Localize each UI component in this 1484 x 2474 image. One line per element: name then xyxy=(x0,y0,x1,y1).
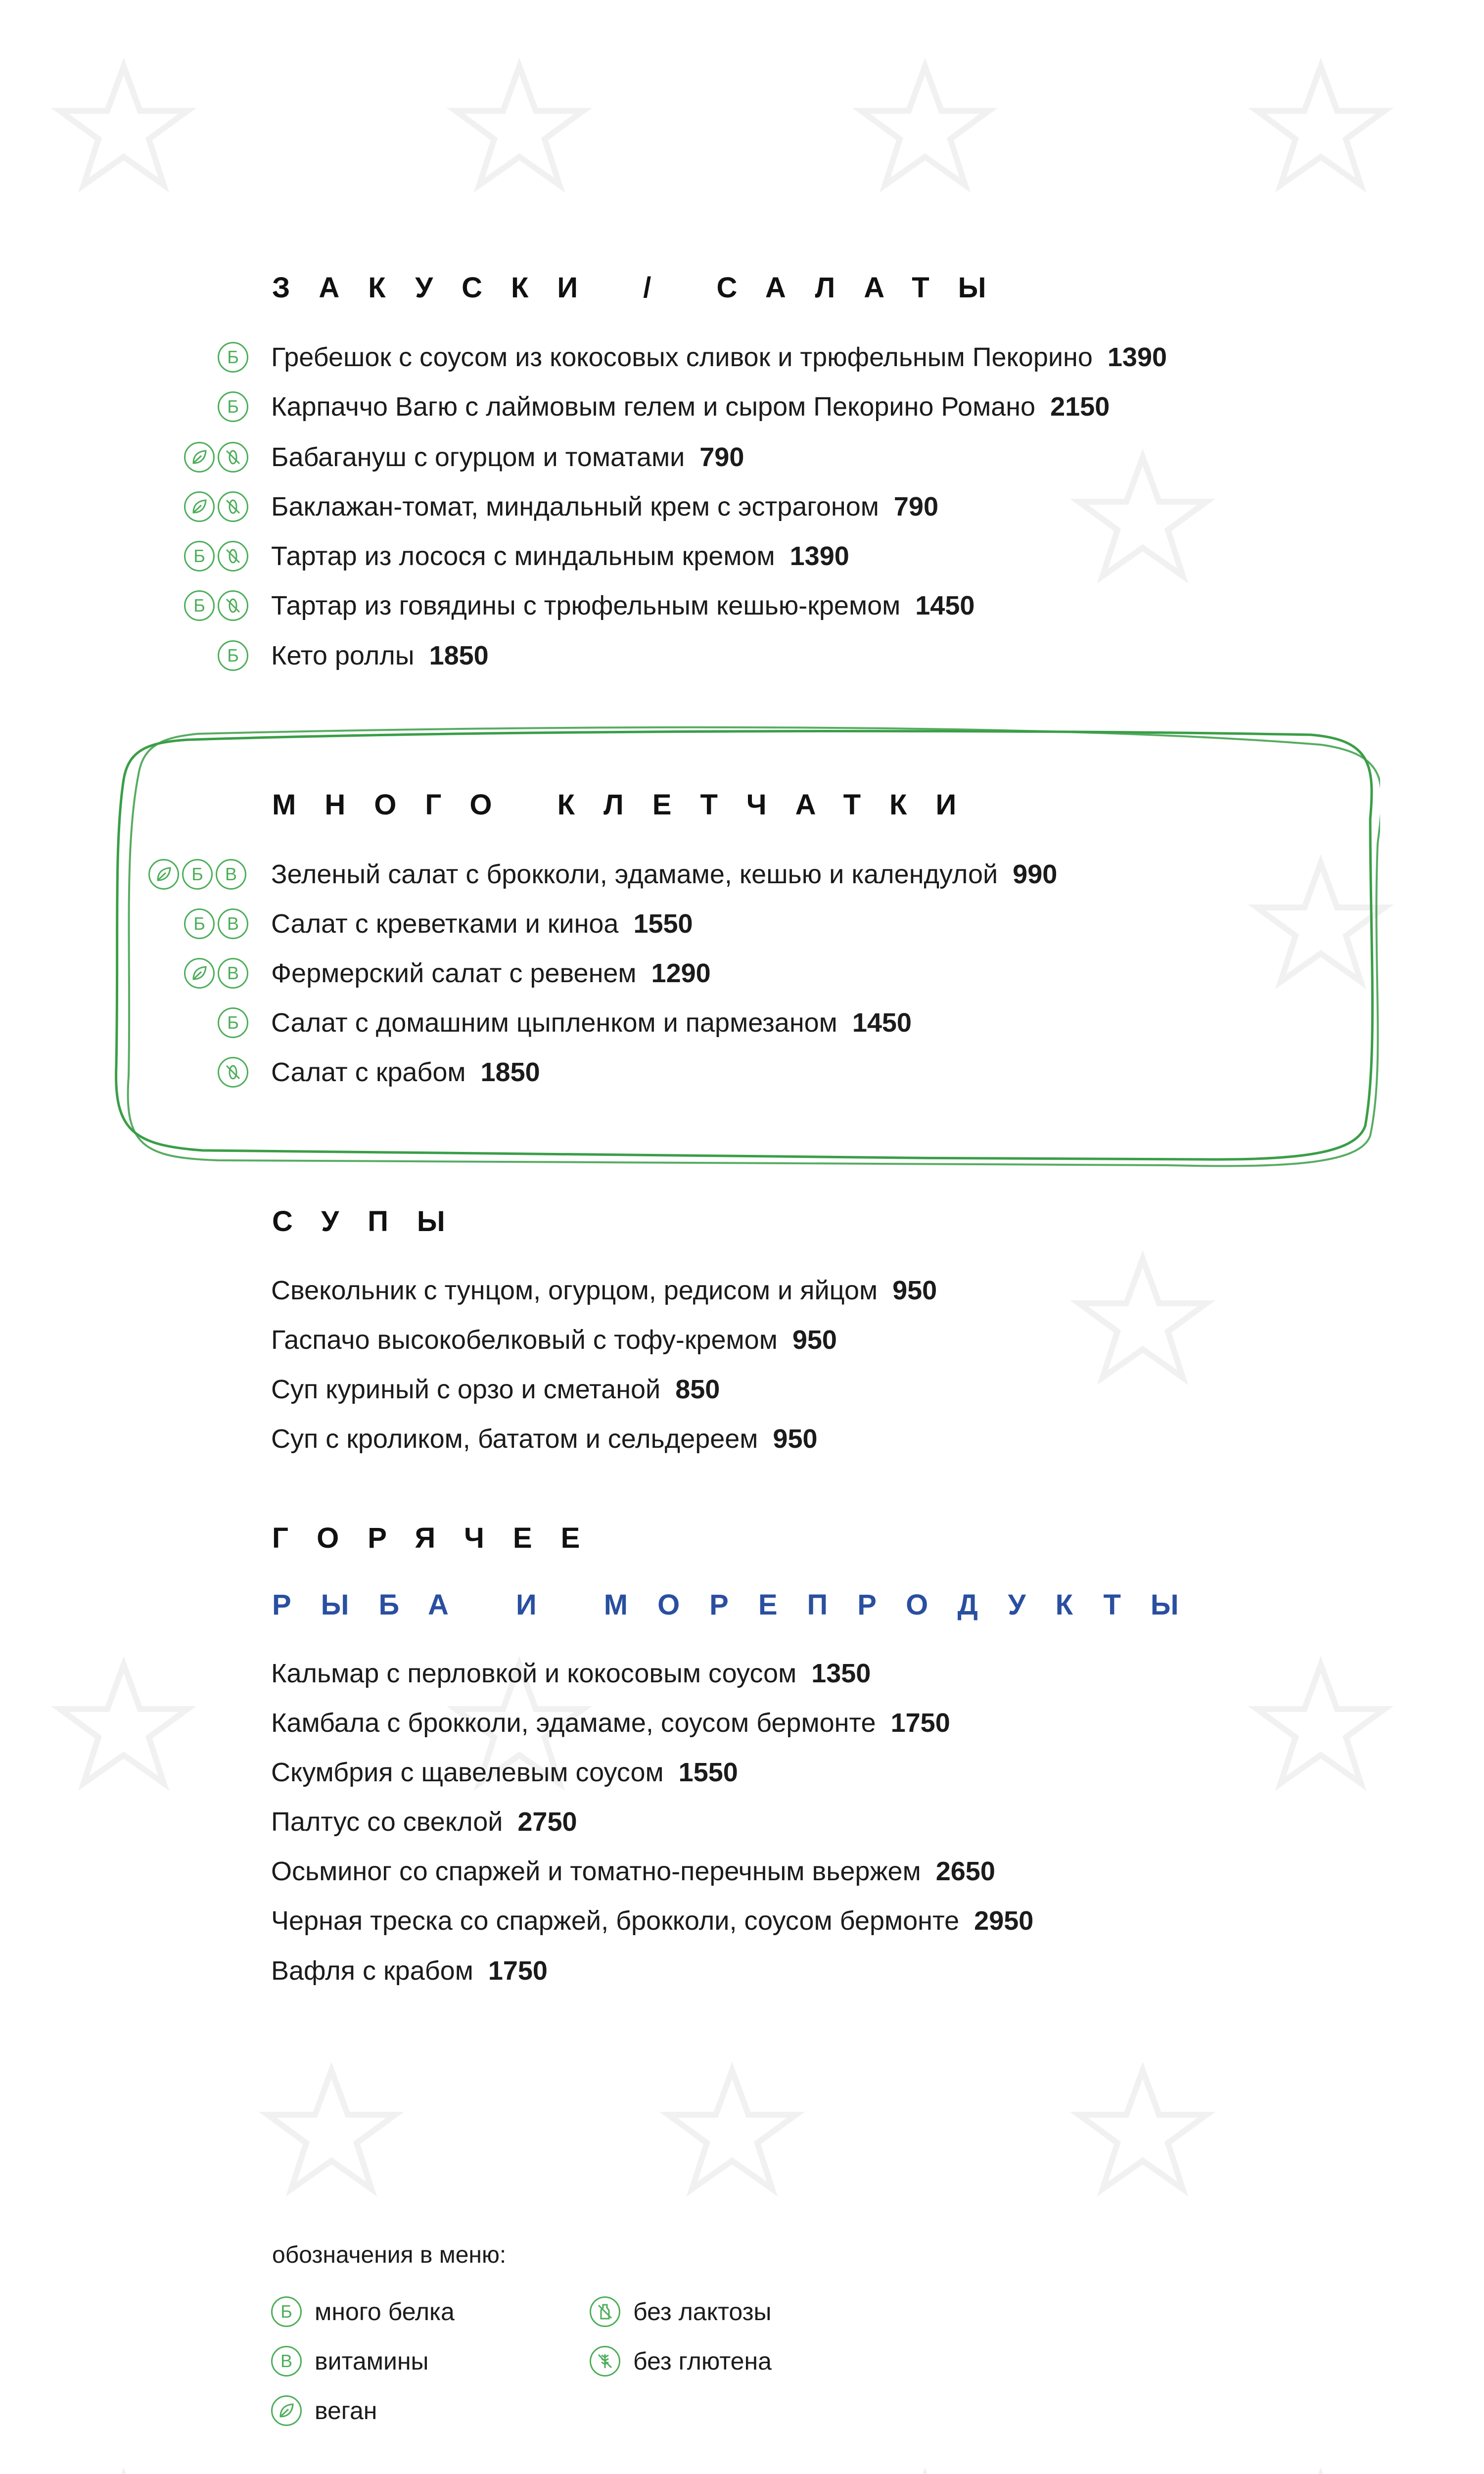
item-name: Баклажан-томат, миндальный крем с эстрагоном xyxy=(271,492,879,522)
leaf-icon xyxy=(184,491,215,522)
watermark-logo-icon xyxy=(49,1653,198,1801)
legend-title: обозначения в меню: xyxy=(272,2242,507,2268)
menu-item xyxy=(271,487,938,526)
menu-item xyxy=(271,1052,540,1092)
section-title-snacks: ЗАКУСКИ / САЛАТЫ xyxy=(272,272,1015,304)
diet-icons xyxy=(184,487,248,526)
item-name: Палтус со свеклой xyxy=(271,1807,503,1837)
legend-label: много белка xyxy=(315,2298,455,2326)
menu-item xyxy=(271,1271,937,1310)
item-price: 790 xyxy=(699,442,744,472)
crossed-wheat-icon xyxy=(218,491,248,522)
menu-item xyxy=(271,1802,577,1842)
diet-icons xyxy=(184,904,248,944)
item-price: 2950 xyxy=(974,1906,1034,1936)
item-name: Вафля с крабом xyxy=(271,1956,473,1986)
item-price: 2750 xyxy=(517,1807,577,1837)
item-price: 1450 xyxy=(852,1008,912,1038)
protein-icon: Б xyxy=(184,541,215,571)
watermark-logo-icon xyxy=(49,54,198,203)
item-price: 1850 xyxy=(480,1057,540,1087)
diet-icons xyxy=(218,387,248,427)
item-name: Фермерский салат с ревенем xyxy=(271,958,637,988)
legend-item-vitamins xyxy=(271,2341,429,2381)
item-price: 1350 xyxy=(811,1659,871,1688)
item-name: Свекольник с тунцом, огурцом, редисом и яйцом xyxy=(271,1276,878,1305)
watermark-logo-icon xyxy=(1068,1247,1217,1395)
crossed-wheat-icon xyxy=(590,2346,620,2377)
item-name: Осьминог со спаржей и томатно-перечным вьержем xyxy=(271,1856,921,1886)
menu-item xyxy=(271,1370,720,1409)
item-name: Зеленый салат с брокколи, эдамаме, кешью и календулой xyxy=(271,859,998,889)
diet-icons xyxy=(184,437,248,477)
section-title-fiber: МНОГО КЛЕТЧАТКИ xyxy=(272,789,985,821)
item-name: Суп с кроликом, бататом и сельдереем xyxy=(271,1424,758,1454)
item-name: Скумбрия с щавелевым соусом xyxy=(271,1758,664,1787)
item-name: Салат с креветками и киноа xyxy=(271,909,619,939)
crossed-wheat-icon xyxy=(218,442,248,473)
item-name: Камбала с брокколи, эдамаме, соусом бермонте xyxy=(271,1708,876,1738)
section-title-soups: СУПЫ xyxy=(272,1205,474,1237)
legend-item-vegan xyxy=(271,2391,377,2430)
menu-item xyxy=(271,1703,950,1743)
item-price: 950 xyxy=(892,1276,937,1305)
vitamins-icon: В xyxy=(216,859,246,890)
legend-label: витамины xyxy=(315,2347,429,2375)
protein-icon: Б xyxy=(271,2296,302,2327)
crossed-wheat-icon xyxy=(218,590,248,621)
crossed-bottle-icon xyxy=(590,2296,620,2327)
section-title-hot: ГОРЯЧЕЕ xyxy=(272,1522,609,1554)
item-price: 1290 xyxy=(651,958,711,988)
diet-icons xyxy=(148,855,246,894)
item-name: Тартар из лосося с миндальным кремом xyxy=(271,541,775,571)
menu-item xyxy=(271,387,1110,427)
leaf-icon xyxy=(271,2395,302,2426)
protein-icon: Б xyxy=(218,342,248,373)
watermark-logo-icon xyxy=(1247,54,1395,203)
menu-item xyxy=(271,953,711,993)
legend-item-protein xyxy=(271,2292,455,2331)
legend-label: без глютена xyxy=(633,2347,772,2375)
watermark-logo-icon xyxy=(1247,2464,1395,2474)
menu-item xyxy=(271,1951,548,1991)
menu-item xyxy=(271,1654,871,1693)
watermark-logo-icon xyxy=(1068,445,1217,594)
watermark-logo-icon xyxy=(1247,1653,1395,1801)
protein-icon: Б xyxy=(182,859,213,890)
protein-icon: Б xyxy=(218,1007,248,1038)
item-price: 1850 xyxy=(429,641,489,670)
menu-item xyxy=(271,1003,912,1043)
subsection-title-seafood: РЫБА И МОРЕПРОДУКТЫ xyxy=(272,1589,1208,1621)
vitamins-icon: В xyxy=(218,908,248,939)
item-price: 850 xyxy=(675,1375,720,1404)
protein-icon: Б xyxy=(184,908,215,939)
legend-label: без лактозы xyxy=(633,2298,772,2326)
menu-item xyxy=(271,1753,738,1792)
item-price: 1390 xyxy=(789,541,849,571)
watermark-logo-icon xyxy=(658,2058,806,2207)
item-name: Бабагануш с огурцом и томатами xyxy=(271,442,685,472)
diet-icons xyxy=(218,1052,248,1092)
leaf-icon xyxy=(184,958,215,989)
item-price: 2150 xyxy=(1050,392,1110,422)
watermark-logo-icon xyxy=(1068,2058,1217,2207)
item-name: Кальмар с перловкой и кокосовым соусом xyxy=(271,1659,797,1688)
item-price: 2650 xyxy=(935,1856,995,1886)
vitamins-icon: В xyxy=(218,958,248,989)
item-price: 790 xyxy=(893,492,938,522)
watermark-logo-icon xyxy=(445,54,594,203)
item-price: 950 xyxy=(792,1325,837,1355)
menu-item xyxy=(271,855,1057,894)
leaf-icon xyxy=(148,859,179,890)
crossed-wheat-icon xyxy=(218,541,248,571)
legend-item-gluten-free xyxy=(590,2341,772,2381)
protein-icon: Б xyxy=(184,590,215,621)
crossed-wheat-icon xyxy=(218,1057,248,1088)
vitamins-icon: В xyxy=(271,2346,302,2377)
item-name: Черная треска со спаржей, брокколи, соусом бермонте xyxy=(271,1906,960,1936)
item-name: Кето роллы xyxy=(271,641,415,670)
menu-item xyxy=(271,1320,837,1360)
item-name: Тартар из говядины с трюфельным кешью-кремом xyxy=(271,591,901,620)
item-price: 990 xyxy=(1013,859,1058,889)
item-price: 1450 xyxy=(915,591,975,620)
item-name: Гаспачо высокобелковый с тофу-кремом xyxy=(271,1325,778,1355)
watermark-logo-icon xyxy=(851,54,999,203)
watermark-logo-icon xyxy=(49,2464,198,2474)
menu-item xyxy=(271,1901,1033,1941)
watermark-logo-icon xyxy=(257,2058,406,2207)
menu-item xyxy=(271,337,1167,377)
item-price: 1550 xyxy=(633,909,693,939)
legend-label: веган xyxy=(315,2397,377,2425)
item-name: Карпаччо Вагю с лаймовым гелем и сыром Пекорино Романо xyxy=(271,392,1036,422)
item-name: Суп куриный с орзо и сметаной xyxy=(271,1375,661,1404)
menu-item xyxy=(271,437,744,477)
protein-icon: Б xyxy=(218,391,248,422)
menu-item xyxy=(271,586,974,625)
item-name: Салат с домашним цыпленком и пармезаном xyxy=(271,1008,837,1038)
menu-item xyxy=(271,536,849,576)
protein-icon: Б xyxy=(218,640,248,671)
menu-item xyxy=(271,1852,995,1891)
item-price: 1750 xyxy=(890,1708,950,1738)
diet-icons xyxy=(218,636,248,675)
item-name: Гребешок с соусом из кокосовых сливок и трюфельным Пекорино xyxy=(271,342,1093,372)
diet-icons xyxy=(184,536,248,576)
diet-icons xyxy=(218,1003,248,1043)
menu-item xyxy=(271,1419,818,1459)
item-price: 1390 xyxy=(1107,342,1167,372)
leaf-icon xyxy=(184,442,215,473)
menu-item xyxy=(271,636,489,675)
item-price: 950 xyxy=(773,1424,818,1454)
diet-icons xyxy=(218,337,248,377)
item-price: 1550 xyxy=(678,1758,738,1787)
watermark-logo-icon xyxy=(851,2464,999,2474)
legend-item-lactose-free xyxy=(590,2292,771,2331)
item-name: Салат с крабом xyxy=(271,1057,466,1087)
diet-icons xyxy=(184,953,248,993)
menu-item xyxy=(271,904,693,944)
item-price: 1750 xyxy=(488,1956,548,1986)
diet-icons xyxy=(184,586,248,625)
